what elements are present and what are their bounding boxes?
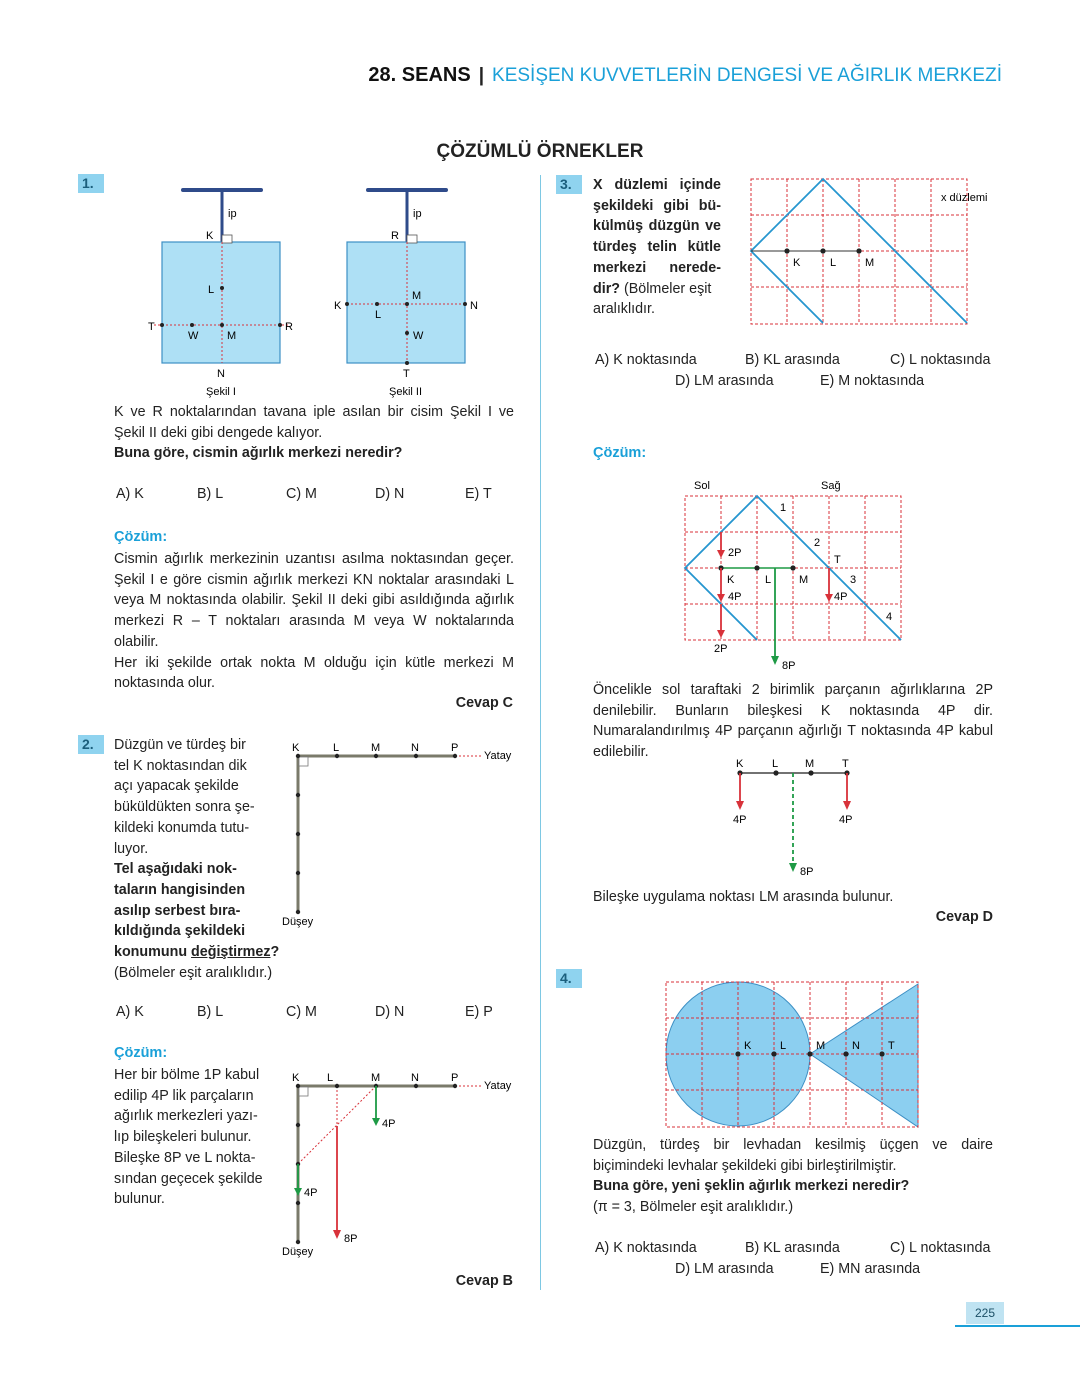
q2-line: açı yapacak şekilde (114, 778, 239, 795)
q2-option-a[interactable]: A) K (116, 1004, 144, 1020)
label-8p: 8P (782, 660, 796, 672)
q1-option-c[interactable]: C) M (286, 486, 317, 502)
label-M: M (799, 574, 809, 586)
ceiling-bar-1 (181, 188, 263, 192)
label-plane: x düzlemi (941, 192, 988, 204)
q2-number: 2. (78, 735, 104, 754)
label-L: L (327, 1072, 334, 1084)
q2-question-line: kıldığında şekildeki (114, 923, 246, 940)
triangle-plate (810, 984, 918, 1127)
label-sol: Sol (694, 480, 710, 492)
point-W (190, 323, 194, 327)
q1-option-b[interactable]: B) L (197, 486, 224, 502)
q2-figure (278, 736, 518, 932)
label-L: L (375, 309, 382, 321)
q4-number: 4. (556, 969, 582, 988)
label-2p-bottom: 2P (714, 643, 728, 655)
q4-option-a[interactable]: A) K noktasında (595, 1240, 697, 1256)
q3-option-d[interactable]: D) LM arasında (675, 373, 774, 389)
label-ip: ip (413, 208, 422, 220)
q2-question-line: asılıp serbest bıra- (114, 902, 241, 919)
q2-solution-line: bulunur. (114, 1191, 165, 1208)
label-dusey: Düşey (282, 1246, 314, 1258)
q3-solution-text: Öncelikle sol taraftaki 2 birimlik parçanın ağırlıklarına 2P denilebilir. Bunların bileşkesi K noktasında 4P dir. Numaralandırılmış 4P parçanın ağırlığı T noktasında 4P kabul edilebilir. (593, 682, 993, 761)
point-T (160, 323, 164, 327)
label-W: W (413, 330, 424, 342)
q1-option-a[interactable]: A) K (116, 486, 144, 502)
box-1 (162, 242, 280, 363)
label-M: M (816, 1040, 826, 1052)
label-T: T (403, 368, 410, 380)
label-4p-top: 4P (382, 1118, 396, 1130)
label-sag: Sağ (821, 480, 841, 492)
label-4p-right: 4P (834, 591, 848, 603)
q2-line: kildeki konumda tutu- (114, 819, 250, 836)
q4-question: Buna göre, yeni şeklin ağırlık merkezi neredir? (593, 1178, 910, 1195)
label-3: 3 (850, 574, 857, 586)
q3-line: türdeş telin kütle (593, 239, 721, 256)
ceiling-bar-2 (366, 188, 448, 192)
q3-line: aralıklıdır. (593, 301, 655, 318)
header-separator: | (478, 65, 485, 86)
caption-2: Şekil II (389, 386, 423, 398)
q3-line: X düzlemi içinde (593, 177, 721, 193)
q2-option-e[interactable]: E) P (465, 1004, 493, 1020)
q2-solution-line: ağırlık merkezleri yazı- (114, 1108, 258, 1125)
label-K: K (793, 257, 801, 269)
q3-option-c[interactable]: C) L noktasında (890, 352, 991, 368)
label-2: 2 (814, 537, 821, 549)
q3-line: merkezi nerede- (593, 259, 721, 276)
q2-option-d[interactable]: D) N (375, 1004, 405, 1020)
q2-text (114, 735, 294, 983)
label-T: T (888, 1040, 895, 1052)
label-T: T (842, 758, 849, 770)
q2-solution-line: lıp bileşkeleri bulunur. (114, 1129, 252, 1146)
right-angle-mark (222, 235, 232, 243)
label-N: N (411, 742, 419, 754)
label-M: M (805, 758, 815, 770)
label-4: 4 (886, 611, 893, 623)
q3-text (593, 175, 721, 320)
q1-number: 1. (78, 174, 104, 193)
label-L: L (333, 742, 340, 754)
q4-option-d[interactable]: D) LM arasında (675, 1261, 774, 1277)
point-K (345, 302, 349, 306)
point-W (405, 331, 409, 335)
q1-solution-p1: Cismin ağırlık merkezinin uzantısı asılma noktasından geçer. Şekil I e göre cismin ağırlık merkezi KN noktalar arasındaki L veya M noktasında olabilir. Şekil II deki gibi asıldığında ağırlık merkezi R – T noktaları arasında M veya W noktalarında olabilir. (114, 551, 514, 650)
label-8p: 8P (800, 866, 814, 878)
q3-option-a[interactable]: A) K noktasında (595, 352, 697, 368)
label-K: K (334, 300, 342, 312)
arrow-4p-left (736, 801, 744, 810)
label-T: T (148, 321, 155, 333)
q2-option-b[interactable]: B) L (197, 1004, 224, 1020)
q1-answer: Cevap C (455, 695, 513, 711)
label-1: 1 (780, 502, 787, 514)
q2-question-line: taların hangisinden (114, 881, 246, 898)
label-L: L (830, 257, 837, 269)
arrow-2p-bottom (717, 630, 725, 638)
q2-line: luyor. (114, 840, 149, 857)
caption-1: Şekil I (206, 386, 236, 398)
q2-line: tel K noktasından dik (114, 757, 247, 774)
q1-question: Buna göre, cismin ağırlık merkezi neredir? (114, 445, 403, 462)
label-K: K (727, 574, 735, 586)
point-T (405, 361, 409, 365)
label-L: L (208, 284, 215, 296)
page-header (368, 64, 1002, 87)
point-N (463, 302, 467, 306)
label-M: M (865, 257, 875, 269)
q4-option-e[interactable]: E) MN arasında (820, 1261, 921, 1277)
label-N: N (411, 1072, 419, 1084)
label-K: K (744, 1040, 752, 1052)
q2-answer: Cevap B (455, 1273, 513, 1289)
column-divider (540, 175, 541, 1290)
point-M (856, 248, 861, 253)
q3-line: şekildeki gibi bü- (593, 197, 721, 214)
q1-solution-p2: Her iki şekilde ortak nokta M olduğu için kütle merkezi M noktasında olur. (114, 654, 514, 692)
point-M (405, 302, 409, 306)
page-number: 225 (966, 1302, 1004, 1324)
label-R: R (391, 230, 399, 242)
q3-solution-figure-2 (725, 755, 865, 880)
q2-note: (Bölmeler eşit aralıklıdır.) (114, 964, 273, 981)
session-number: 28. SEANS (368, 64, 471, 86)
point-L (220, 286, 224, 290)
right-angle-mark (299, 1087, 308, 1096)
q3-option-e[interactable]: E) M noktasında (820, 373, 925, 389)
arrow-4p-right (843, 801, 851, 810)
page-number-rule (955, 1325, 1080, 1327)
q1-solution-label: Çözüm: (114, 529, 168, 545)
q1-figure-1 (148, 188, 293, 398)
q3-answer: Cevap D (935, 909, 993, 925)
label-K: K (292, 742, 300, 754)
q2-solution-line: Her bir bölme 1P kabul (114, 1067, 260, 1083)
q1-statement: K ve R noktalarından tavana iple asılan bir cisim Şekil I ve Şekil II deki gibi dengede kalıyor. (114, 404, 514, 441)
q4-figure (662, 980, 924, 1134)
label-yatay: Yatay (484, 750, 512, 762)
label-P: P (451, 1072, 459, 1084)
q2-solution (114, 1065, 274, 1210)
q2-solution-line: edilip 4P lik parçaların (114, 1087, 254, 1104)
q2-option-c[interactable]: C) M (286, 1004, 317, 1020)
label-T: T (834, 554, 841, 566)
label-L: L (772, 758, 779, 770)
label-ip: ip (228, 208, 237, 220)
point-M (220, 323, 224, 327)
arrow-4p-right (825, 594, 833, 602)
q1-figure-2 (334, 188, 478, 398)
q2-line: büküldükten sonra şe- (114, 799, 255, 816)
label-K: K (736, 758, 744, 770)
label-M: M (371, 742, 381, 754)
point-R (278, 323, 282, 327)
label-8p: 8P (344, 1233, 358, 1245)
label-W: W (188, 330, 199, 342)
label-4p-left: 4P (733, 814, 747, 826)
q2-solution-line: Bileşke 8P ve L nokta- (114, 1149, 256, 1166)
label-4p-right: 4P (839, 814, 853, 826)
label-dusey: Düşey (282, 916, 314, 928)
point-L (375, 302, 379, 306)
q1-solution (114, 549, 514, 694)
point-K (784, 248, 789, 253)
label-R: R (285, 321, 293, 333)
right-angle-mark (299, 757, 308, 766)
label-N: N (470, 300, 478, 312)
arrow-2p-top (717, 550, 725, 558)
q3-solution-figure (680, 476, 920, 676)
q4-option-b[interactable]: B) KL arasında (745, 1240, 840, 1256)
q2-question-line: konumunu değiştirmez? (114, 944, 280, 961)
arrow-8p (789, 863, 797, 872)
label-4p-left: 4P (304, 1187, 318, 1199)
q2-question-line: Tel aşağıdaki nok- (114, 861, 237, 878)
q3-solution-text-2: Bileşke uygulama noktası LM arasında bulunur. (593, 889, 894, 905)
q4-text (593, 1135, 993, 1218)
q4-note: (π = 3, Bölmeler eşit aralıklıdır.) (593, 1199, 794, 1216)
q4-statement: Düzgün, türdeş bir levhadan kesilmiş üçgen ve daire biçimindeki levhalar şekildeki gibi birleştirilmiştir. (593, 1137, 993, 1174)
arrow-8p (771, 656, 779, 665)
point-L (820, 248, 825, 253)
header-title: KESİŞEN KUVVETLERİN DENGESİ VE AĞIRLIK MERKEZİ (492, 65, 1002, 86)
q3-line: dir? (Bölmeler eşit (593, 280, 712, 297)
q2-solution-figure (278, 1066, 518, 1262)
q1-text (114, 402, 514, 464)
q3-option-b[interactable]: B) KL arasında (745, 352, 840, 368)
q1-figures (140, 180, 500, 400)
label-M: M (371, 1072, 381, 1084)
q1-option-e[interactable]: E) T (465, 486, 492, 502)
q3-line: külmüş düzgün ve (593, 218, 721, 235)
q3-number: 3. (556, 175, 582, 194)
label-M: M (412, 290, 422, 302)
label-N: N (852, 1040, 860, 1052)
q3-solution-label: Çözüm: (593, 445, 647, 461)
q4-option-c[interactable]: C) L noktasında (890, 1240, 991, 1256)
label-P: P (451, 742, 459, 754)
label-yatay: Yatay (484, 1080, 512, 1092)
right-angle-mark (407, 235, 417, 243)
label-L: L (780, 1040, 787, 1052)
q2-solution-line: sından geçecek şekilde (114, 1170, 263, 1187)
section-title: ÇÖZÜMLÜ ÖRNEKLER (436, 141, 644, 162)
label-K: K (292, 1072, 300, 1084)
q2-solution-label: Çözüm: (114, 1045, 168, 1061)
label-N: N (217, 368, 225, 380)
label-L: L (765, 574, 772, 586)
label-K: K (206, 230, 214, 242)
q1-option-d[interactable]: D) N (375, 486, 405, 502)
q2-line: Düzgün ve türdeş bir (114, 737, 246, 753)
label-2p-top: 2P (728, 547, 742, 559)
q3-figure (748, 176, 998, 328)
label-M: M (227, 330, 237, 342)
label-4p-left: 4P (728, 591, 742, 603)
